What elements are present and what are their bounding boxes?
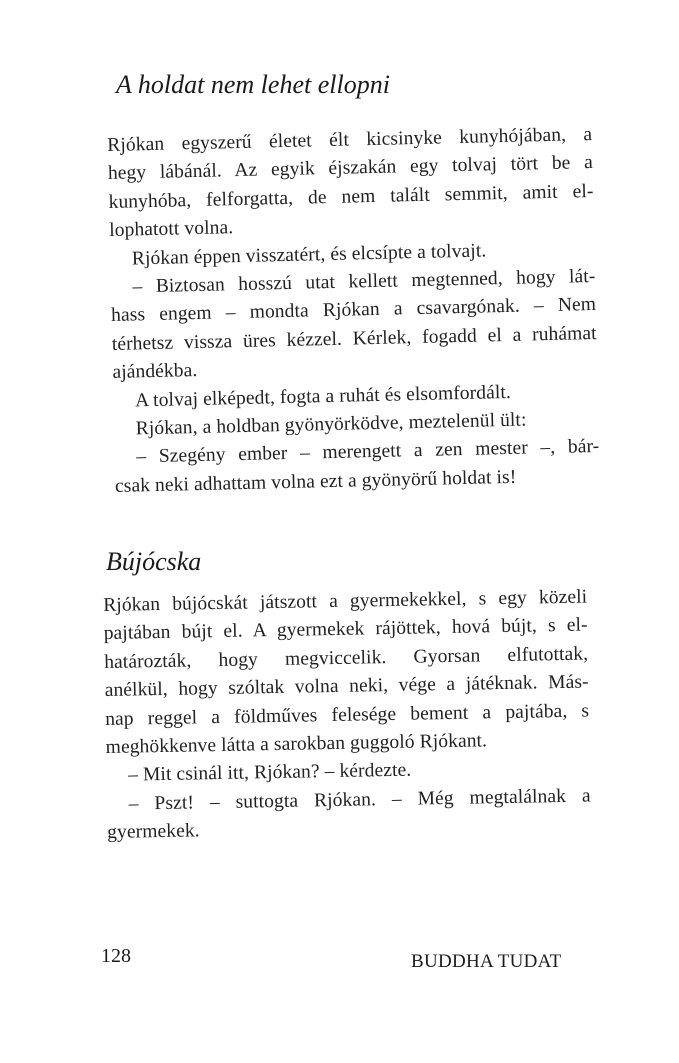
text-line: lophatott volna. bbox=[109, 217, 234, 242]
text-line: hass engem – mondta Rjókan a csavargónak. – Nem bbox=[110, 294, 597, 327]
text-line: Rjókan éppen visszatért, és elcsípte a tolvajt. bbox=[131, 240, 487, 270]
story-body bbox=[103, 584, 591, 848]
text-line: pajtában bújt el. A gyermekek rájöttek, hová bújt, s el- bbox=[103, 614, 588, 645]
text-line: – Biztosan hosszú utat kellett megtenned, hogy lát- bbox=[132, 265, 596, 298]
text-line: térhetsz vissza üres kézzel. Kérlek, fogadd el a ruhámat bbox=[111, 322, 597, 355]
text-line: Rjókan, a holdban gyönyörködve, meztelenül ült: bbox=[135, 409, 527, 440]
text-line: Rjókan egyszerű életet élt kicsinyke kunyhójában, a bbox=[107, 123, 593, 156]
story-body bbox=[107, 121, 600, 501]
text-line: anélkül, hogy szóltak volna neki, vége a játéknak. Más- bbox=[104, 671, 589, 702]
text-line: Rjókan bújócskát játszott a gyermekekkel, s egy közeli bbox=[103, 586, 588, 616]
text-line: kunyhóba, felforgatta, de nem talált semmit, amit el- bbox=[108, 180, 594, 213]
story-title: A holdat nem lehet ellopni bbox=[116, 70, 390, 99]
page-number: 128 bbox=[101, 945, 131, 967]
text-line: ajándékba. bbox=[112, 360, 198, 384]
text-line: csak neki adhattam volna ezt a gyönyörű holdat is! bbox=[114, 466, 517, 497]
text-line: – Mit csinál itt, Rjókan? – kérdezte. bbox=[128, 760, 412, 787]
text-line: gyermekek. bbox=[107, 820, 200, 844]
text-line: nap reggel a földműves felesége bement a pajtába, s bbox=[105, 700, 590, 730]
running-footer-title: BUDDHA TUDAT bbox=[411, 951, 562, 972]
text-line: – Pszt! – suttogta Rjókan. – Még megtalálnak a bbox=[128, 785, 591, 815]
story-title: Bújócska bbox=[106, 547, 202, 576]
text-line: határozták, hogy megviccelik. Gyorsan elfutottak, bbox=[104, 643, 589, 673]
text-line: meghökkenve látta a sarokban guggoló Rjókant. bbox=[105, 730, 488, 759]
text-line: hegy lábánál. Az egyik éjszakán egy tolvaj tört be a bbox=[107, 152, 594, 185]
text-line: A tolvaj elképedt, fogta a ruhát és elsomfordált. bbox=[134, 381, 512, 412]
text-line: – Szegény ember – merengett a zen mester –, bár- bbox=[136, 436, 600, 468]
